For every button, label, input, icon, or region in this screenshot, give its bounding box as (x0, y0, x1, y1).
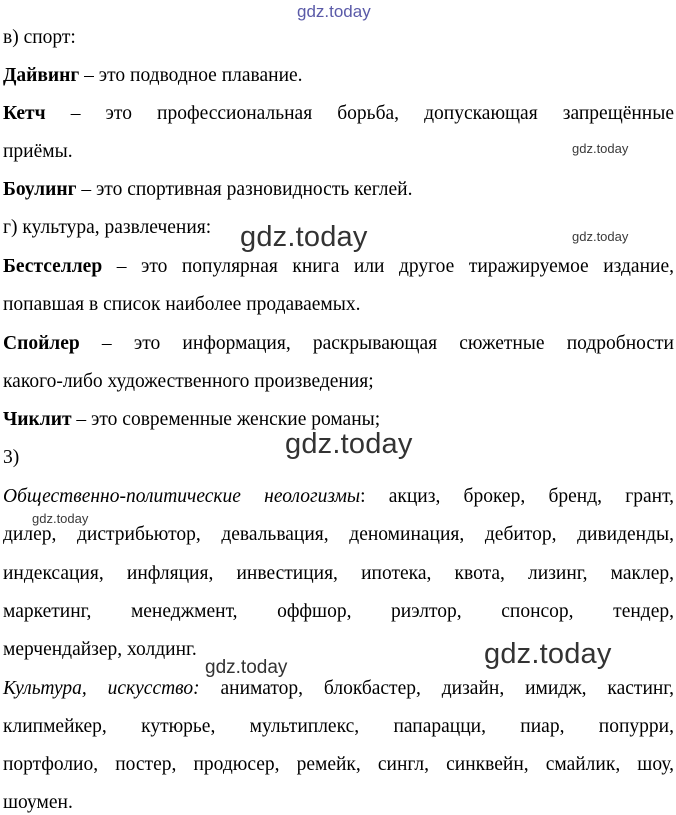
category-label: Культура, искусство: (3, 678, 200, 699)
watermark: gdz.today (240, 221, 368, 253)
watermark: gdz.today (572, 229, 629, 244)
term: Чиклит (3, 409, 72, 430)
art-neologisms-cont: клипмейкер, кутюрье, мультиплекс, папарацци, пиар, попурри, (3, 716, 674, 737)
definition-text: – это спортивная разновидность кеглей. (76, 179, 413, 200)
definition-spoiler-cont: какого-либо художественного произведения; (3, 371, 374, 392)
section-number: 3) (3, 447, 20, 468)
definition-text: – это популярная книга или другое тиражируемое издание, (102, 256, 674, 277)
definition-bowling (3, 178, 674, 202)
art-neologisms-cont: шоумен. (3, 792, 73, 813)
political-neologisms-cont: дилер, дистрибьютор, девальвация, деноминация, дебитор, дивиденды, (3, 524, 674, 545)
term: Боулинг (3, 179, 77, 200)
category-label: Общественно-политические неологизмы (3, 486, 361, 507)
word-list: : акциз, брокер, бренд, грант, (360, 486, 674, 507)
definition-catch (3, 102, 674, 126)
political-neologisms-cont: мерчендайзер, холдинг. (3, 639, 197, 660)
watermark: gdz.today (572, 141, 629, 156)
art-neologisms-cont: портфолио, постер, продюсер, ремейк, сингл, синквейн, смайлик, шоу, (3, 754, 674, 775)
section-heading-sport: в) спорт: (3, 27, 76, 48)
definition-text: – это современные женские романы; (71, 409, 381, 430)
word-list: аниматор, блокбастер, дизайн, имидж, кастинг, (199, 678, 674, 699)
definition-catch-cont: приёмы. (3, 141, 73, 162)
definition-spoiler (3, 332, 674, 356)
watermark: gdz.today (297, 2, 371, 21)
watermark: gdz.today (32, 511, 89, 526)
political-neologisms-cont: индексация, инфляция, инвестиция, ипотека, квота, лизинг, маклер, (3, 563, 674, 584)
definition-diving (3, 64, 674, 88)
section-heading-culture: г) культура, развлечения: (3, 217, 212, 238)
definition-chicklit (3, 408, 674, 432)
term: Кетч (3, 103, 46, 124)
political-neologisms (3, 485, 674, 509)
definition-text: – это информация, раскрывающая сюжетные подробности (79, 333, 674, 354)
watermark: gdz.today (285, 428, 413, 460)
art-neologisms (3, 677, 674, 701)
term: Дайвинг (3, 65, 80, 86)
definition-bestseller (3, 255, 674, 279)
definition-text: – это профессиональная борьба, допускающая запрещённые (45, 103, 674, 124)
term: Спойлер (3, 333, 80, 354)
watermark: gdz.today (484, 638, 612, 670)
watermark: gdz.today (205, 657, 288, 678)
definition-bestseller-cont: попавшая в список наиболее продаваемых. (3, 294, 361, 315)
political-neologisms-cont: маркетинг, менеджмент, оффшор, риэлтор, спонсор, тендер, (3, 601, 674, 622)
definition-text: – это подводное плавание. (79, 65, 303, 86)
term: Бестселлер (3, 256, 103, 277)
